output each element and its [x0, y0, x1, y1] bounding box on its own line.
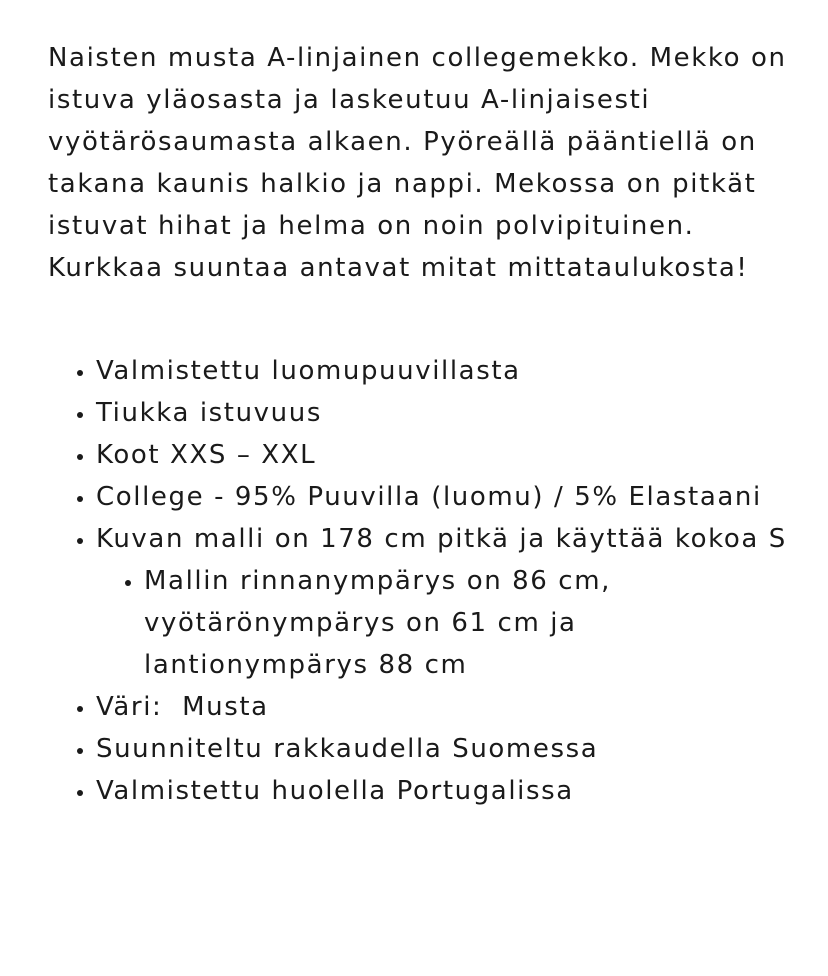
- feature-item-sizes: • Koot XXS – XXL: [96, 434, 788, 476]
- model-measurements-item: • Mallin rinnanympärys on 86 cm, vyötärönympärys on 61 cm ja lantionympärys 88 cm: [144, 560, 788, 686]
- product-description: [48, 37, 788, 812]
- feature-item-material: • Valmistettu luomupuuvillasta: [96, 350, 788, 392]
- feature-item-model: [96, 518, 788, 686]
- model-measurements-list: [96, 560, 788, 686]
- feature-list: [48, 350, 788, 812]
- feature-item-designed: • Suunniteltu rakkaudella Suomessa: [96, 728, 788, 770]
- feature-item-made: • Valmistettu huolella Portugalissa: [96, 770, 788, 812]
- feature-item-color: • Väri: Musta: [96, 686, 788, 728]
- feature-item-fit: • Tiukka istuvuus: [96, 392, 788, 434]
- feature-item-fabric: • College - 95% Puuvilla (luomu) / 5% Elastaani: [96, 476, 788, 518]
- intro-paragraph: Naisten musta A-linjainen collegemekko. Mekko on istuva yläosasta ja laskeutuu A-linjaisesti vyötärösaumasta alkaen. Pyöreällä pääntiellä on takana kaunis halkio ja nappi. Mekossa on pitkät istuvat hihat ja helma on noin polvipituinen. Kurkkaa suuntaa antavat mitat mittataulukosta!: [48, 43, 787, 283]
- feature-item-model-text: Kuvan malli on 178 cm pitkä ja käyttää kokoa S: [96, 524, 787, 554]
